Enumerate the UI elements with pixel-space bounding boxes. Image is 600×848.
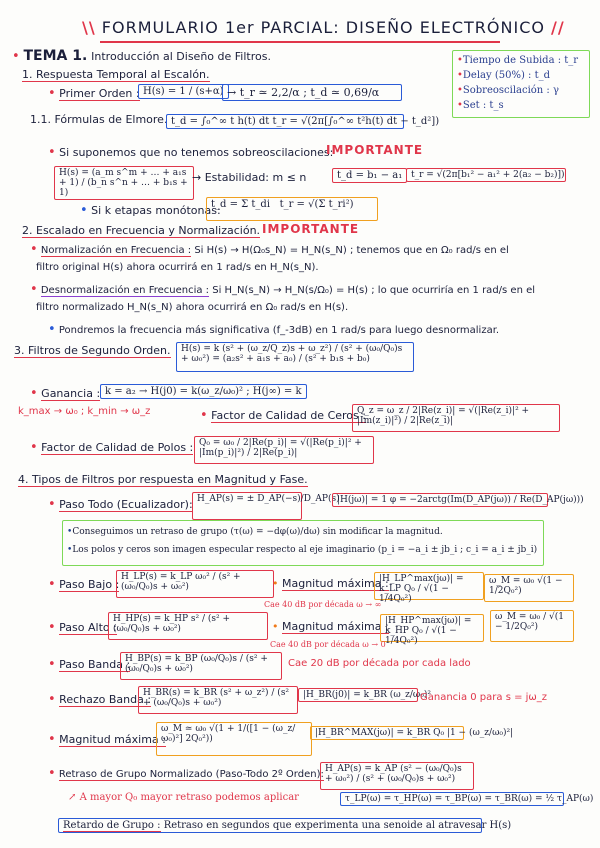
paso-banda-row: • Paso Banda :	[48, 657, 131, 672]
green-note: •Los polos y ceros son imagen especular respecto al eje imaginario (p_i = −a_i ± jb_i ; c_i = a_i ± jb_i)	[67, 545, 538, 555]
paso-alto-formula: H_HP(s) = k_HP s² / (s² + (ω₀/Q₀)s + ω₀²)	[108, 612, 268, 640]
mag-maxima-h: |H_BR^MAX(jω)| = k_BR Q₀ |1 − (ω_z/ω₀)²|	[310, 726, 464, 740]
tau-equation: τ_LP(ω) = τ_HP(ω) = τ_BP(ω) = τ_BR(ω) = ½ τ_AP(ω)	[340, 792, 564, 806]
qp-row: • Factor de Calidad de Polos :	[30, 440, 194, 455]
section-4-title: 4. Tipos de Filtros por respuesta en Magnitud y Fase.	[18, 473, 308, 486]
ganancia-row: • Ganancia :	[30, 386, 101, 401]
second-order-formula: H(s) = k (s² + (ω_z/Q_z)s + ω_z²) / (s² + (ω₀/Q₀)s + ω₀²) = (a₂s² + a₁s + a₀) / (s² + b₁s + b₀)	[176, 342, 414, 372]
primer-orden-row: • Primer Orden :	[48, 86, 140, 101]
legend-item: •Set : t_s	[457, 100, 504, 111]
paso-bajo-cae: Cae 40 dB por década ω → ∞	[264, 600, 382, 609]
norm-row-2: filtro original H(s) ahora ocurrirá en 1 rad/s en H_N(s_N).	[36, 262, 319, 273]
elmore-formulas: t_d = ∫₀^∞ t h(t) dt t_r = √(2π[∫₀^∞ t²h(t) dt − t_d²])	[166, 114, 404, 129]
paso-todo-magnitude: |H(jω)| = 1 φ = −2arctg(Im(D_AP(jω)) / Re(D_AP(jω)))	[332, 493, 548, 507]
paso-bajo-wm: ω_M = ω₀ √(1 − 1/2Q₀²)	[484, 574, 574, 602]
norm-row: • Normalización en Frecuencia : Si H(s) → H(Ω₀s_N) = H_N(s_N) ; tenemos que en Ω₀ rad/s en el	[30, 242, 509, 257]
llevar-row: • Pondremos la frecuencia más significativa (f_-3dB) en 1 rad/s para luego desnormalizar.	[48, 322, 500, 337]
paso-bajo-mag-row: • Magnitud máxima :	[272, 577, 389, 590]
primer-orden-tr: → t_r ≃ 2,2/α ; t_d ≃ 0,69/α	[222, 84, 402, 101]
paso-bajo-magnitude: |H_LP^max(jω)| = k_LP Q₀ / √(1 − 1/4Q₀²)	[374, 572, 484, 600]
paso-alto-cae: Cae 40 dB por década ω → 0	[270, 640, 386, 649]
section-1-1-title: 1.1. Fórmulas de Elmore.	[30, 113, 168, 126]
qp-formula: Q₀ = ω₀ / 2|Re(p_i)| = √(|Re(p_i)|² + |Im(p_i)|²) / 2|Re(p_i)|	[194, 436, 374, 464]
rechazo-banda-ganancia: Ganancia 0 para s = jω_z	[420, 692, 548, 703]
paso-todo-notes	[62, 520, 544, 566]
retraso-grupo-row: • Retraso de Grupo Normalizado (Paso-Todo 2º Orden):	[48, 766, 324, 781]
retraso-grupo-formula: H_AP(s) = k_AP (s² − (ω₀/Q₀)s + ω₀²) / (s² + (ω₀/Q₀)s + ω₀²)	[320, 762, 474, 790]
tema-heading: • TEMA 1. Introducción al Diseño de Filtros.	[12, 48, 271, 64]
paso-alto-wm: ω_M = ω₀ / √(1 − 1/2Q₀²)	[490, 610, 574, 642]
paso-alto-magnitude: |H_HP^max(jω)| = k_HP Q₀ / √(1 − 1/4Q₀²)	[380, 614, 484, 642]
section-3-title: 3. Filtros de Segundo Orden.	[14, 344, 171, 357]
rechazo-banda-magnitude: |H_BR(j0)| = k_BR (ω_z/ω₀)²	[298, 688, 418, 702]
title-text: FORMULARIO 1er PARCIAL: DISEÑO ELECTRÓNICO	[101, 18, 545, 37]
ganancia-formula: k = a₂ → H(j0) = k(ω_z/ω₀)² ; H(j∞) = k	[100, 384, 307, 399]
mayor-q-note: ↗ A mayor Q₀ mayor retraso podemos aplicar	[68, 792, 299, 803]
hs-general-formula: H(s) = (a_m s^m + … + a₁s + 1) / (b_n s^n + … + b₁s + 1)	[54, 166, 194, 200]
legend-box	[452, 50, 590, 118]
paso-alto-row: • Paso Alto :	[48, 620, 117, 635]
paso-bajo-formula: H_LP(s) = k_LP ω₀² / (s² + (ω₀/Q₀)s + ω₀²)	[116, 570, 274, 598]
paso-banda-formula: H_BP(s) = k_BP (ω₀/Q₀)s / (s² + (ω₀/Q₀)s + ω₀²)	[120, 652, 282, 680]
importante-1: IMPORTANTE	[326, 143, 424, 157]
monotonas-row: • Si k etapas monótonas:	[80, 203, 221, 218]
qz-row: • Factor de Calidad de Ceros :	[200, 408, 366, 423]
td-formula: t_d = b₁ − a₁	[332, 168, 407, 183]
section-2-title: 2. Escalado en Frecuencia y Normalización.	[22, 224, 261, 237]
qz-formula: Q_z = ω_z / 2|Re(z_i)| = √(|Re(z_i)|² + |Im(z_i)|²) / 2|Re(z_i)|	[352, 404, 560, 432]
monotonas-formulas: t_d = Σ t_di t_r = √(Σ t_ri²)	[206, 197, 378, 221]
rechazo-banda-formula: H_BR(s) = k_BR (s² + ω_z²) / (s² + (ω₀/Q₀)s + ω₀²)	[138, 686, 298, 714]
denorm-row: • Desnormalización en Frecuencia : Si H_N(s_N) → H_N(s/Ω₀) = H(s) ; lo que ocurriría en 1 rad/s en el	[30, 282, 536, 297]
page-title: \\ FORMULARIO 1er PARCIAL: DISEÑO ELECTRÓNICO //	[82, 18, 565, 37]
paso-alto-mag-row: • Magnitud máxima :	[272, 620, 389, 633]
importante-2: IMPORTANTE	[262, 222, 360, 236]
green-note: •Conseguimos un retraso de grupo (τ(ω) = −dφ(ω)/dω) sin modificar la magnitud.	[67, 527, 443, 537]
denorm-row-2: filtro normalizado H_N(s_N) ahora ocurrirá en Ω₀ rad/s en H(s).	[36, 302, 349, 313]
paso-bajo-row: • Paso Bajo :	[48, 577, 120, 592]
retardo-grupo-def: Retardo de Grupo : Retraso en segundos que experimenta una senoide al atravesar H(s)	[58, 818, 482, 833]
title-underline	[100, 41, 500, 43]
section-1-title: 1. Respuesta Temporal al Escalón.	[22, 68, 210, 81]
mag-maxima-formula: ω_M ≃ ω₀ √(1 + 1/([1 − (ω_z/ω₀)²] 2Q₀²))	[156, 722, 312, 756]
rechazo-banda-row: • Rechazo Banda :	[48, 692, 152, 707]
legend-item: •Delay (50%) : t_d	[457, 70, 551, 81]
legend-item: •Tiempo de Subida : t_r	[457, 55, 579, 66]
legend-item: •Sobreoscilación : γ	[457, 85, 559, 96]
paso-todo-row: • Paso Todo (Ecualizador):	[48, 497, 193, 512]
no-sobre-row: • Si suponemos que no tenemos sobreoscilaciones:	[48, 145, 334, 160]
mag-maxima-row: • Magnitud máxima :	[48, 732, 166, 747]
tr-formula: t_r = √(2π[b₁² − a₁² + 2(a₂ − b₂)])	[406, 168, 566, 182]
kmax-note: k_max → ω₀ ; k_min → ω_z	[18, 406, 151, 417]
paso-banda-cae: Cae 20 dB por década por cada lado	[288, 658, 471, 669]
paso-todo-formula: H_AP(s) = ± D_AP(−s)/D_AP(s)	[192, 492, 302, 520]
estabilidad: → Estabilidad: m ≤ n	[192, 171, 307, 184]
primer-orden-formula: H(s) = 1 / (s+α)	[138, 84, 229, 99]
